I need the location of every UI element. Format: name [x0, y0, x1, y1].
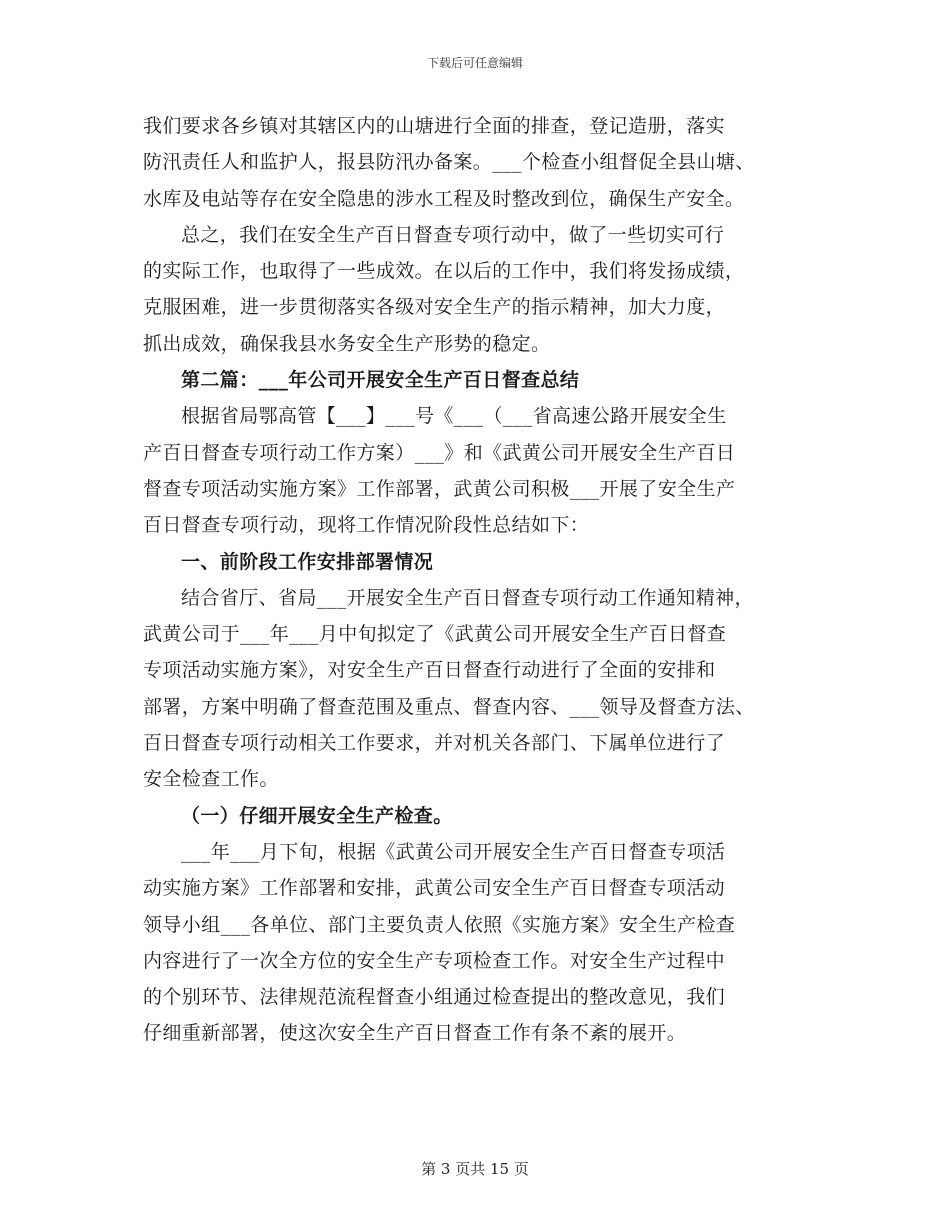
paragraph-line: 动实施方案》工作部署和安排，武黄公司安全生产百日督查专项活动	[143, 877, 726, 900]
document-body	[143, 108, 823, 1052]
paragraph-line: 根据省局鄂高管【___】___号《___（___省高速公路开展安全生	[181, 405, 727, 428]
paragraph-line: 部署，方案中明确了督查范围及重点、督查内容、___领导及督查方法、	[143, 695, 755, 718]
paragraph-line: ___年___月下旬，根据《武黄公司开展安全生产百日督查专项活	[181, 840, 726, 863]
paragraph-line: 内容进行了一次全方位的安全生产专项检查工作。对安全生产过程中	[143, 949, 726, 972]
paragraph-line: 总之，我们在安全生产百日督查专项行动中，做了一些切实可行	[181, 223, 725, 246]
section-heading: 第二篇：___年公司开展安全生产百日督查总结	[181, 369, 580, 392]
paragraph-line: 抓出成效，确保我县水务安全生产形势的稳定。	[143, 332, 551, 355]
paragraph-line: 结合省厅、省局___开展安全生产百日督查专项行动工作通知精神，	[181, 586, 754, 609]
subsection-heading: 一、前阶段工作安排部署情况	[181, 550, 434, 573]
paragraph-line: 的个别环节、法律规范流程督查小组通过检查提出的整改意见，我们	[143, 986, 726, 1009]
paragraph-line: 安全检查工作。	[143, 768, 279, 791]
paragraph-line: 产百日督查专项行动工作方案）___》和《武黄公司开展安全生产百日	[143, 441, 736, 464]
page-header: 下载后可任意编辑	[426, 56, 523, 70]
paragraph-line: 武黄公司于___年___月中旬拟定了《武黄公司开展安全生产百日督查	[143, 623, 727, 646]
page-footer: 第 3 页共 15 页	[421, 1160, 529, 1178]
paragraph-line: 我们要求各乡镇对其辖区内的山塘进行全面的排查，登记造册，落实	[143, 115, 726, 137]
paragraph-line: 百日督查专项行动，现将工作情况阶段性总结如下：	[143, 514, 590, 537]
paragraph-line: 克服困难，进一步贯彻落实各级对安全生产的指示精神，加大力度，	[143, 296, 726, 319]
paragraph-line: 的实际工作，也取得了一些成效。在以后的工作中，我们将发扬成绩，	[143, 260, 745, 283]
paragraph-line: 防汛责任人和监护人，报县防汛办备案。___个检查小组督促全县山塘、	[143, 151, 755, 174]
paragraph-line: 百日督查专项行动相关工作要求，并对机关各部门、下属单位进行了	[143, 732, 726, 755]
paragraph-line: 仔细重新部署，使这次安全生产百日督查工作有条不紊的展开。	[143, 1022, 687, 1045]
paragraph-line: 水库及电站等存在安全隐患的涉水工程及时整改到位，确保生产安全。	[143, 187, 745, 210]
paragraph-line: 专项活动实施方案》，对安全生产百日督查行动进行了全面的安排和	[143, 659, 716, 682]
paragraph-line: 督查专项活动实施方案》工作部署，武黄公司积极___开展了安全生产	[143, 477, 736, 500]
paragraph-line: 领导小组___各单位、部门主要负责人依照《实施方案》安全生产检查	[143, 913, 736, 936]
subsection-heading: （一）仔细开展安全生产检查。	[181, 804, 453, 827]
